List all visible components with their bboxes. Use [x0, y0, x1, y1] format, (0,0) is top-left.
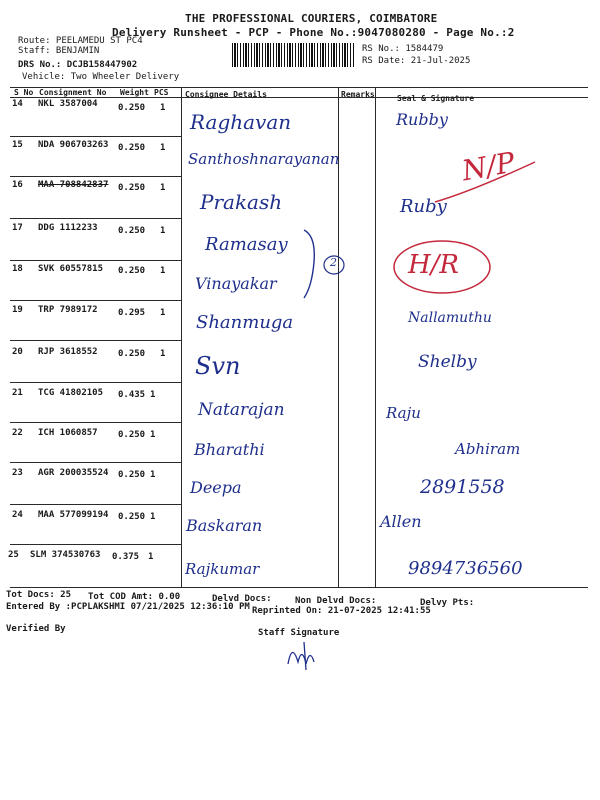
seal-signature: Abhiram [455, 440, 521, 458]
row-divider [10, 340, 182, 341]
hr-circle [390, 235, 500, 305]
runsheet-title: Delivery Runsheet - PCP - Phone No.:9047080280 - Page No.:2 [112, 26, 515, 39]
row-divider [10, 422, 182, 423]
row-pcs: 1 [148, 552, 154, 562]
remark-hr: H/R [408, 250, 460, 280]
table-header-line [10, 97, 588, 98]
row-weight: 0.375 [112, 552, 140, 562]
row-consignment: SLM 374530763 [30, 550, 101, 560]
consignee-handwriting: Santhoshnarayanan [188, 150, 340, 168]
staff-signature-label: Staff Signature [258, 628, 340, 638]
row-consignment: RJP 3618552 [38, 347, 98, 357]
row-sno: 21 [12, 388, 23, 398]
col-header-sno: S No [14, 88, 34, 97]
rs-date: RS Date: 21-Jul-2025 [362, 56, 471, 66]
verified-by: Verified By [6, 624, 66, 634]
consignee-handwriting: Shanmuga [196, 312, 294, 333]
row-pcs: 1 [160, 103, 166, 113]
row-pcs: 1 [160, 226, 166, 236]
row-divider [10, 462, 182, 463]
row-pcs: 1 [150, 430, 156, 440]
row-pcs: 1 [160, 308, 166, 318]
seal-signature: Allen [380, 512, 422, 531]
row-divider [10, 544, 182, 545]
row-weight: 0.250 [118, 349, 146, 359]
row-consignment: TCG 41802105 [38, 388, 104, 398]
row-sno: 24 [12, 510, 23, 520]
row-weight: 0.250 [118, 470, 146, 480]
row-pcs: 1 [150, 390, 156, 400]
row-consignment: NKL 3587004 [38, 99, 98, 109]
row-consignment: MAA 708842837 [38, 180, 109, 190]
barcode [232, 43, 354, 67]
drs-number: DRS No.: DCJB158447902 [18, 60, 138, 70]
row-sno: 17 [12, 223, 23, 233]
entered-by: Entered By :PCPLAKSHMI 07/21/2025 12:36:10 PM [6, 602, 250, 612]
non-delvd-docs: Non Delvd Docs: [295, 596, 377, 606]
seal-signature: Ruby [400, 196, 447, 217]
col-header-consignment: Consignment No [39, 88, 107, 97]
consignee-handwriting: Deepa [190, 478, 242, 497]
row-sno: 14 [12, 99, 23, 109]
company-title: THE PROFESSIONAL COURIERS, COIMBATORE [185, 12, 438, 25]
col-header-remarks: Remarks [341, 90, 375, 99]
staff-signature-mark [284, 638, 324, 672]
remark-np: N/P [459, 145, 518, 188]
row-sno: 23 [12, 468, 23, 478]
row-sno: 20 [12, 347, 23, 357]
row-divider [10, 218, 182, 219]
row-consignment: DDG 1112233 [38, 223, 98, 233]
row-weight: 0.435 [118, 390, 146, 400]
delvd-docs: Delvd Docs: [212, 594, 272, 604]
route-label: Route: PEELAMEDU ST PC4 [18, 36, 143, 46]
seal-signature: Nallamuthu [408, 310, 492, 326]
tot-cod: Tot COD Amt: 0.00 [88, 592, 181, 602]
consignee-handwriting: Bharathi [194, 440, 265, 459]
row-consignment: MAA 577099194 [38, 510, 109, 520]
row-weight: 0.250 [118, 183, 146, 193]
consignee-handwriting: Svn [195, 352, 241, 380]
row-sno: 19 [12, 305, 23, 315]
consignee-handwriting: Rajkumar [185, 560, 260, 578]
row-sno: 22 [12, 428, 23, 438]
row-pcs: 1 [160, 266, 166, 276]
row-sno: 18 [12, 264, 23, 274]
row-consignment: ICH 1060857 [38, 428, 98, 438]
consignee-handwriting: Ramasay [205, 234, 288, 255]
row-weight: 0.250 [118, 512, 146, 522]
reprinted-on: Reprinted On: 21-07-2025 12:41:55 [252, 606, 431, 616]
col-header-consignee: Consignee Details [185, 90, 267, 99]
row-consignment: SVK 60557815 [38, 264, 104, 274]
row-weight: 0.250 [118, 103, 146, 113]
np-underline-stroke [430, 152, 540, 212]
table-bottom-line [10, 587, 588, 588]
row-sno: 16 [12, 180, 23, 190]
consignee-handwriting: Natarajan [198, 400, 285, 420]
seal-signature: 2891558 [420, 476, 505, 498]
seal-signature: 9894736560 [408, 558, 523, 579]
consignee-handwriting: Vinayakar [195, 274, 277, 293]
col-divider-consignee [181, 87, 182, 587]
tot-docs: Tot Docs: 25 [6, 590, 72, 600]
row-weight: 0.295 [118, 308, 146, 318]
row-divider [10, 382, 182, 383]
col-header-weight: Weight [120, 88, 149, 97]
col-header-seal: Seal & Signature [397, 94, 475, 103]
row-divider [10, 136, 182, 137]
row-weight: 0.250 [118, 266, 146, 276]
row-divider [10, 504, 182, 505]
row-sno: 15 [12, 140, 23, 150]
rs-number: RS No.: 1584479 [362, 44, 444, 54]
row-consignment: NDA 906703263 [38, 140, 109, 150]
seal-signature: Raju [386, 404, 421, 422]
delvy-pts: Delvy Pts: [420, 598, 475, 608]
row-sno: 25 [8, 550, 19, 560]
row-weight: 0.250 [118, 226, 146, 236]
row-pcs: 1 [150, 470, 156, 480]
seal-signature: Shelby [418, 352, 477, 372]
row-pcs: 1 [160, 349, 166, 359]
seal-signature: Rubby [396, 110, 448, 129]
col-divider-seal [375, 87, 376, 587]
consignee-handwriting: Prakash [200, 190, 283, 214]
circle-2-label: 2 [330, 256, 337, 269]
row-weight: 0.250 [118, 143, 146, 153]
consignee-handwriting: Raghavan [190, 110, 292, 134]
row-divider [10, 300, 182, 301]
col-header-pcs: PCS [154, 88, 169, 97]
row-divider [10, 176, 182, 177]
row-pcs: 1 [160, 143, 166, 153]
consignee-handwriting: Baskaran [186, 516, 263, 535]
row-pcs: 1 [160, 183, 166, 193]
vehicle-label: Vehicle: Two Wheeler Delivery [22, 72, 180, 82]
row-weight: 0.250 [118, 430, 146, 440]
row-consignment: AGR 200035524 [38, 468, 109, 478]
row-consignment: TRP 7989172 [38, 305, 98, 315]
row-divider [10, 260, 182, 261]
row-pcs: 1 [150, 512, 156, 522]
staff-label: Staff: BENJAMIN [18, 46, 100, 56]
